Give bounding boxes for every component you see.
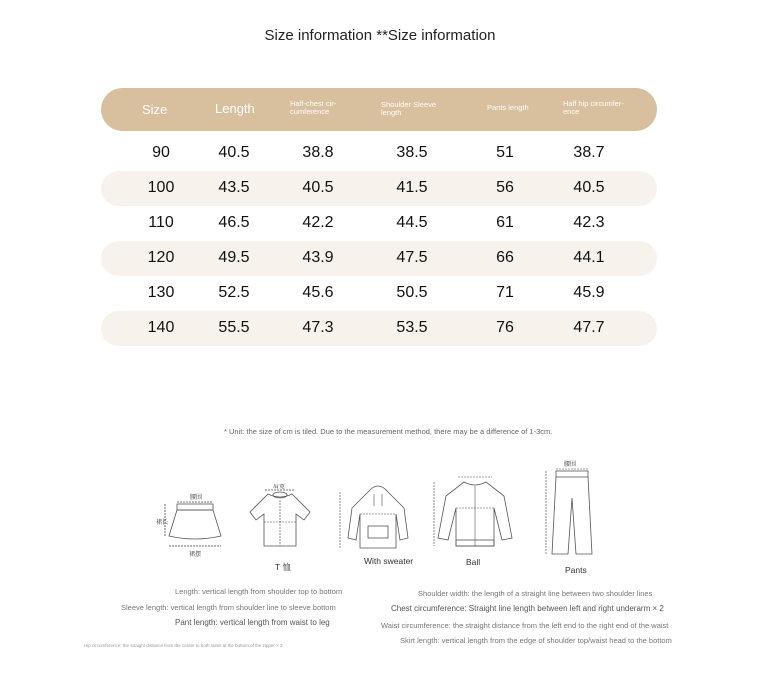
cell-half-chest: 42.2: [302, 214, 334, 231]
table-row: [101, 136, 657, 171]
sweater-diagram: [338, 478, 418, 556]
cell-shoulder-sleeve: 44.5: [396, 214, 428, 231]
cell-length: 49.5: [218, 249, 250, 266]
header-pants-length: Pants length: [487, 103, 529, 112]
cell-shoulder-sleeve: 47.5: [396, 249, 428, 266]
sweater-label: With sweater: [364, 556, 414, 566]
desc-chest-circumference: Chest circumference: Straight line length between left and right underarm × 2: [391, 604, 664, 613]
cell-size: 130: [147, 284, 175, 301]
cell-size: 110: [148, 214, 174, 231]
header-shoulder-sleeve: [381, 101, 453, 117]
cell-size: 100: [147, 179, 175, 196]
header-length: Length: [215, 101, 255, 116]
header-size: Size: [142, 102, 168, 117]
size-table-header: [101, 88, 657, 131]
tshirt-diagram: [240, 484, 320, 559]
table-row: [101, 241, 657, 276]
cell-half-hip: 47.7: [573, 319, 605, 336]
cell-half-hip: 42.3: [573, 214, 605, 231]
cell-size: 90: [152, 144, 170, 161]
cell-shoulder-sleeve: 50.5: [396, 284, 428, 301]
desc-sleeve-length: Sleeve length: vertical length from shoulder line to sleeve bottom: [121, 603, 336, 612]
skirt-diagram: [155, 490, 235, 560]
cell-pants-length: 71: [496, 284, 514, 301]
cell-half-hip: 40.5: [573, 179, 605, 196]
cell-pants-length: 51: [496, 144, 514, 161]
pants-diagram: [536, 458, 606, 562]
cell-shoulder-sleeve: 53.5: [396, 319, 428, 336]
desc-length: Length: vertical length from shoulder top to bottom: [175, 587, 343, 596]
cell-length: 46.5: [218, 214, 250, 231]
desc-waist-circumference: Waist circumference: the straight distance from the left end to the right end of the waist: [381, 621, 669, 630]
cell-pants-length: 66: [496, 249, 514, 266]
table-row: [101, 276, 657, 311]
skirt-length-label: 裙长: [156, 520, 169, 526]
cell-half-chest: 40.5: [302, 179, 334, 196]
page-title: Size information **Size information: [264, 27, 496, 44]
desc-pant-length: Pant length: vertical length from waist to leg: [175, 618, 330, 627]
desc-shoulder-width: Shoulder width: the length of a straight line between two shoulder lines: [418, 589, 653, 598]
cell-half-hip: 44.1: [573, 249, 605, 266]
cell-length: 40.5: [218, 144, 250, 161]
skirt-hem-label: 裙摆: [189, 552, 202, 558]
header-half-chest-text: Half-chest cir- cumference: [290, 99, 337, 116]
desc-skirt-length: Skirt length: vertical length from the edge of shoulder top/waist head to the bottom: [400, 636, 672, 645]
cell-pants-length: 56: [496, 179, 514, 196]
tshirt-shoulder-label: 肩宽: [273, 484, 286, 490]
header-half-hip-text: Half hip circumfer- ence: [563, 99, 624, 116]
table-row: [101, 206, 657, 241]
cell-half-chest: 45.6: [302, 284, 334, 301]
cell-length: 55.5: [218, 319, 250, 336]
cell-length: 52.5: [218, 284, 250, 301]
cell-shoulder-sleeve: 41.5: [396, 179, 428, 196]
cell-size: 120: [147, 249, 175, 266]
desc-hip-footnote: Hip circumference: the straight distance from the center to both sides at the bottom of the zipper × 2: [84, 643, 283, 648]
pants-waist-label: 腰围: [564, 462, 577, 468]
skirt-waist-label: 腰围: [190, 495, 203, 501]
cell-size: 140: [147, 319, 175, 336]
cell-length: 43.5: [218, 179, 250, 196]
jacket-diagram: [430, 474, 520, 552]
jacket-label: Ball: [466, 557, 481, 567]
table-row: [101, 171, 657, 206]
table-row: [101, 311, 657, 346]
cell-half-hip: 45.9: [573, 284, 605, 301]
cell-half-chest: 43.9: [302, 249, 334, 266]
tshirt-label: T 恤: [275, 562, 291, 572]
header-half-hip: [563, 100, 635, 116]
header-shoulder-sleeve-text: Shoulder Sleeve length: [381, 100, 437, 117]
pants-label: Pants: [565, 565, 587, 575]
header-half-chest: [290, 100, 360, 116]
measurement-note: * Unit: the size of cm is tiled. Due to the measurement method, there may be a difference of 1-3cm.: [224, 427, 553, 436]
cell-half-hip: 38.7: [573, 144, 605, 161]
cell-shoulder-sleeve: 38.5: [396, 144, 428, 161]
cell-pants-length: 76: [496, 319, 514, 336]
cell-half-chest: 38.8: [302, 144, 334, 161]
cell-pants-length: 61: [496, 214, 514, 231]
cell-half-chest: 47.3: [302, 319, 334, 336]
